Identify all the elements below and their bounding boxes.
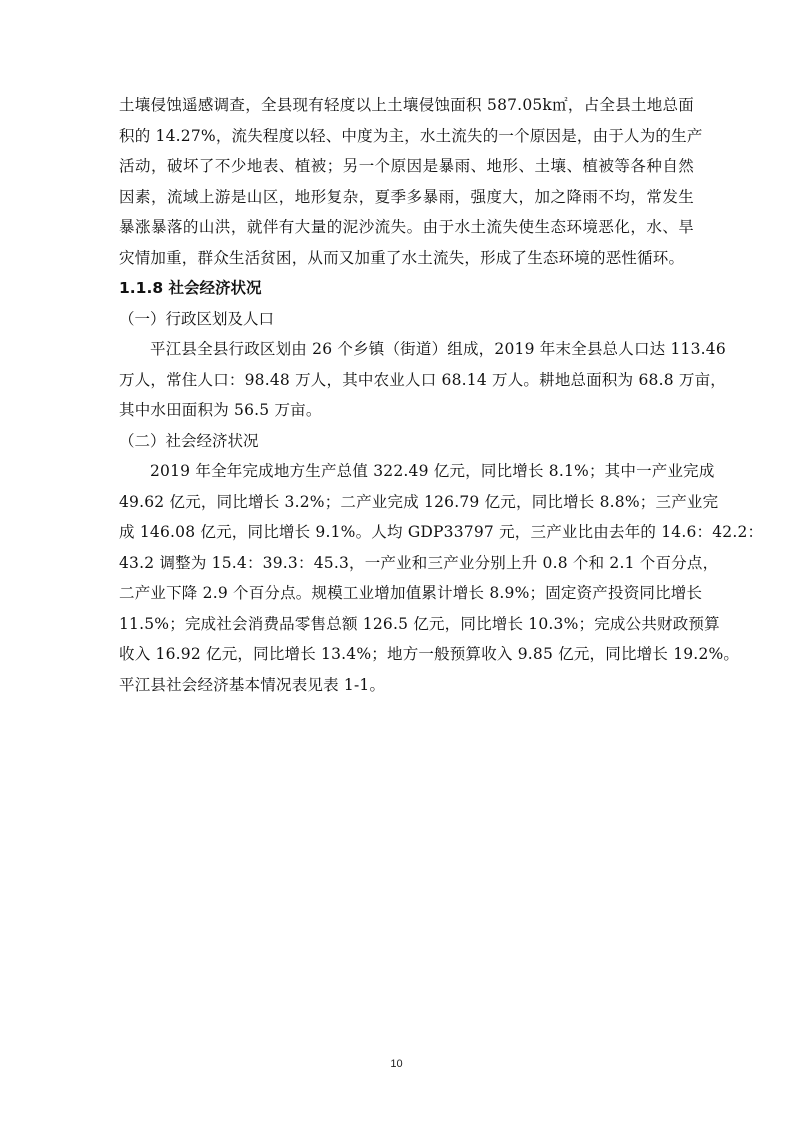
- paragraph-line: 收入 16.92 亿元，同比增长 13.4%；地方一般预算收入 9.85 亿元，同比增长 19.2%。: [119, 645, 740, 663]
- paragraph-line: 土壤侵蚀遥感调查，全县现有轻度以上土壤侵蚀面积 587.05k㎡，占全县土地总面: [119, 96, 694, 114]
- paragraph-line: 活动，破坏了不少地表、植被；另一个原因是暴雨、地形、土壤、植被等各种自然: [119, 157, 694, 175]
- page-number: 10: [390, 1058, 403, 1070]
- section-heading: 1.1.8 社会经济状况: [119, 279, 262, 297]
- paragraph-line: 平江县全县行政区划由 26 个乡镇（街道）组成，2019 年末全县总人口达 113.46: [150, 340, 726, 358]
- paragraph-line: 成 146.08 亿元，同比增长 9.1%。人均 GDP33797 元，三产业比由去年的 14.6：42.2：: [119, 523, 764, 541]
- admin-population-paragraph: [119, 334, 726, 426]
- paragraph-line: 万人，常住人口：98.48 万人，其中农业人口 68.14 万人。耕地总面积为 68.8 万亩，: [119, 370, 726, 389]
- intro-paragraph: [119, 90, 703, 273]
- paragraph-line: 平江县社会经济基本情况表见表 1-1。: [119, 675, 386, 694]
- paragraph-line: 灾情加重，群众生活贫困，从而又加重了水土流失，形成了生态环境的恶性循环。: [119, 248, 685, 267]
- subsection-heading-admin: （一）行政区划及人口: [119, 309, 275, 328]
- paragraph-line: 其中水田面积为 56.5 万亩。: [119, 401, 322, 419]
- paragraph-line: 积的 14.27%，流失程度以轻、中度为主，水土流失的一个原因是，由于人为的生产: [119, 126, 703, 145]
- paragraph-line: 因素，流域上游是山区，地形复杂，夏季多暴雨，强度大，加之降雨不均，常发生: [119, 187, 694, 206]
- subsection-heading-economy: （二）社会经济状况: [119, 431, 259, 450]
- paragraph-line: 暴涨暴落的山洪，就伴有大量的泥沙流失。由于水土流失使生态环境恶化，水、旱: [119, 218, 694, 236]
- paragraph-line: 2019 年全年完成地方生产总值 322.49 亿元，同比增长 8.1%；其中一产业完成: [150, 462, 715, 480]
- economy-paragraph: [119, 456, 764, 700]
- paragraph-line: 11.5%；完成社会消费品零售总额 126.5 亿元，同比增长 10.3%；完成公共财政预算: [119, 614, 720, 633]
- page-content: [119, 90, 764, 700]
- paragraph-line: 49.62 亿元，同比增长 3.2%；二产业完成 126.79 亿元，同比增长 8.8%；三产业完: [119, 492, 719, 511]
- paragraph-line: 43.2 调整为 15.4：39.3：45.3，一产业和三产业分别上升 0.8 个和 2.1 个百分点，: [119, 553, 719, 572]
- paragraph-line: 二产业下降 2.9 个百分点。规模工业增加值累计增长 8.9%；固定资产投资同比增长: [119, 584, 703, 602]
